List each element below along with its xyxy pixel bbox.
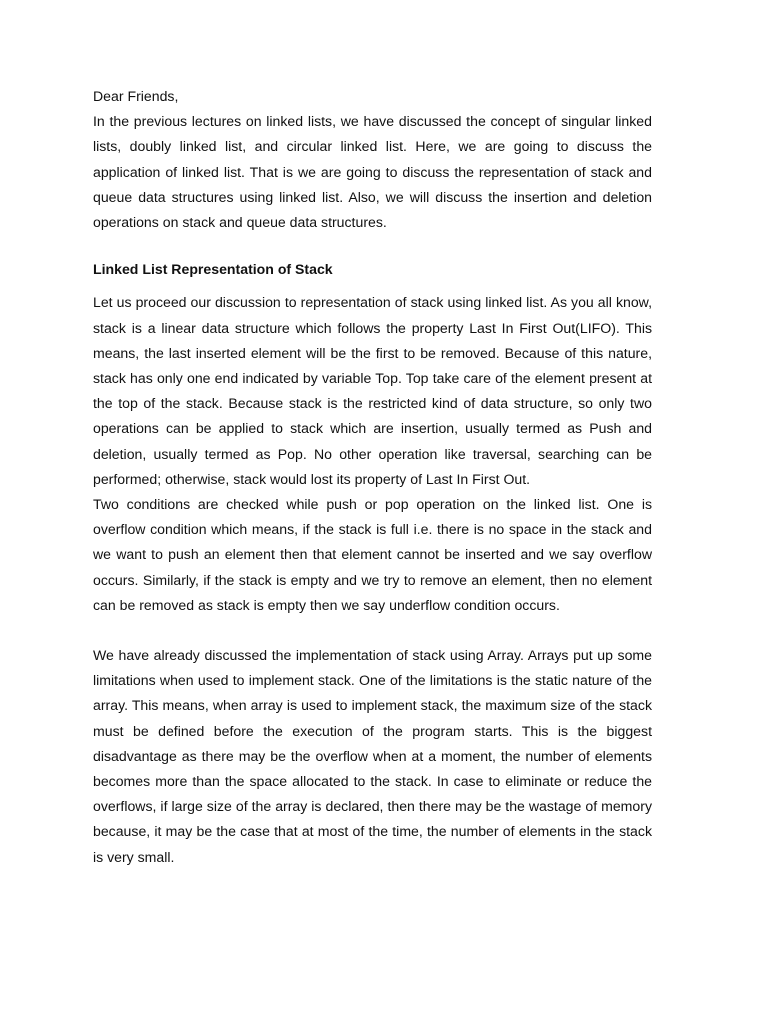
spacer — [93, 618, 652, 643]
paragraph-overflow-underflow: Two conditions are checked while push or pop operation on the linked list. One is overflow condition which means, if the stack is full i.e. there is no space in the stack and we want to push an element then that element cannot be inserted and we say overflow occurs. Similarly, if the stack is empty and we try to remove an element, then no element can be removed as stack is empty then we say underflow condition occurs. — [93, 496, 652, 613]
intro-paragraph: In the previous lectures on linked lists, we have discussed the concept of singular linked lists, doubly linked list, and circular linked list. Here, we are going to discuss the application of linked list. That is we are going to discuss the representation of stack and queue data structures using linked list. Also, we will discuss the insertion and deletion operations on stack and queue data structures. — [93, 113, 652, 231]
greeting: Dear Friends, — [93, 88, 179, 104]
spacer — [93, 235, 652, 257]
document-page — [93, 84, 652, 870]
paragraph-stack-lifo: Let us proceed our discussion to representation of stack using linked list. As you all know, stack is a linear data structure which follows the property Last In First Out(LIFO). This means, the last inserted element will be the first to be removed. Because of this nature, stack has only one end indicated by variable Top. Top take care of the element present at the top of the stack. Because stack is the restricted kind of data structure, so only two operations can be applied to stack which are insertion, usually termed as Push and deletion, usually termed as Pop. No other operation like traversal, searching can be performed; otherwise, stack would lost its property of Last In First Out. — [93, 294, 652, 487]
paragraph-array-limitations: We have already discussed the implementation of stack using Array. Arrays put up some limitations when used to implement stack. One of the limitations is the static nature of the array. This means, when array is used to implement stack, the maximum size of the stack must be defined before the execution of the program starts. This is the biggest disadvantage as there may be the overflow when at a moment, the number of elements becomes more than the space allocated to the stack. In case to eliminate or reduce the overflows, if large size of the array is declared, then there may be the wastage of memory because, it may be the case that at most of the time, the number of elements in the stack is very small. — [93, 647, 652, 865]
section-heading: Linked List Representation of Stack — [93, 261, 333, 278]
spacer — [93, 282, 652, 290]
